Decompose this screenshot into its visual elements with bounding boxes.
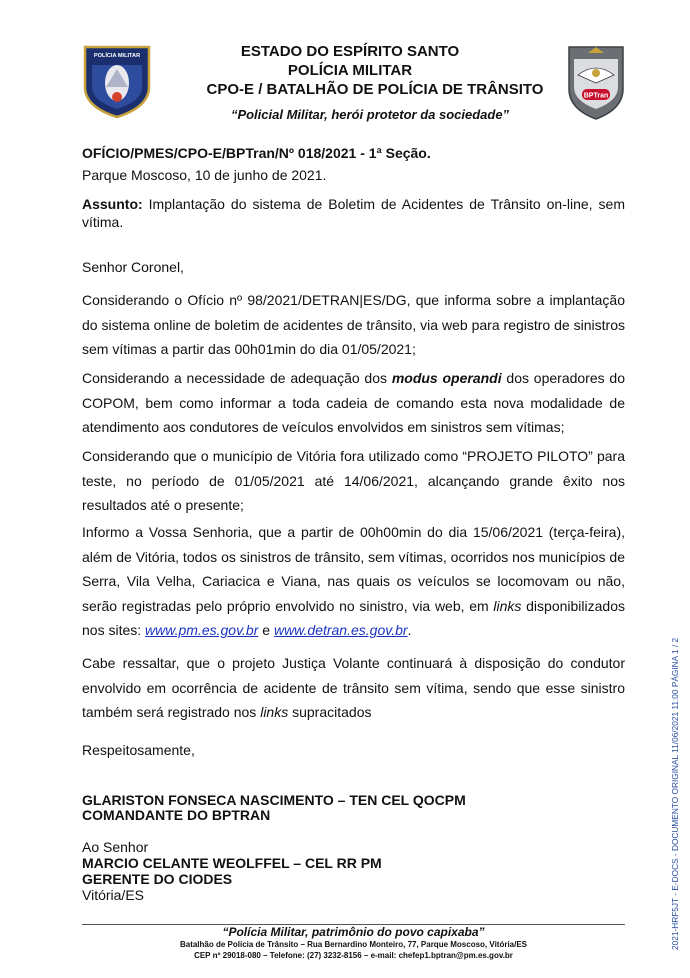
svg-text:POLÍCIA MILITAR: POLÍCIA MILITAR (93, 53, 141, 59)
subject-label: Assunto: (82, 196, 143, 212)
paragraph-2 (82, 366, 625, 440)
paragraph-5-links-word: links (260, 704, 289, 720)
footer-motto: “Polícia Militar, patrimônio do povo capixaba” (222, 925, 485, 939)
side-stamp (660, 300, 680, 950)
addressee-name: MARCIO CELANTE WEOLFFEL – CEL RR PM (82, 855, 382, 871)
paragraph-4-end: . (407, 622, 412, 638)
paragraph-4 (82, 520, 625, 643)
paragraph-2-emphasis: modus operandi (391, 370, 502, 386)
paragraph-3: Considerando que o município de Vitória fora utilizado como “PROJETO PILOTO” para teste, no período de 01/05/2021 até 14/06/2021, alcançando grande êxito nos resultados até o presente; (82, 448, 625, 513)
side-stamp-text: 2021-HRF5JT - E-DOCS - DOCUMENTO ORIGINAL 11/06/2021 11:00 PÁGINA 1 / 2 (670, 637, 680, 950)
closing: Respeitosamente, (82, 742, 195, 758)
signer-role: COMANDANTE DO BPTRAN (82, 807, 271, 823)
svg-text:BPTran: BPTran (583, 92, 609, 100)
pm-shield-logo (82, 43, 152, 119)
addressee-city: Vitória/ES (82, 887, 144, 903)
header-state: ESTADO DO ESPÍRITO SANTO (240, 43, 460, 60)
header-police: POLÍCIA MILITAR (287, 62, 413, 79)
place-date: Parque Moscoso, 10 de junho de 2021. (82, 167, 327, 183)
paragraph-4-text-b: disponibilizados nos sites: (82, 597, 625, 638)
paragraph-5-text-b: supracitados (288, 704, 372, 720)
footer-contact: CEP nº 29018-080 – Telefone: (27) 3232-8156 – e-mail: chefep1.bptran@pm.es.gov.br (194, 951, 513, 960)
paragraph-2-text-b: dos operadores do COPOM, bem como informar a toda cadeia de comando esta nova modalidade de atendimento aos condutores de veículos envolvidos em sinistros sem vítimas; (82, 370, 625, 435)
paragraph-2-text-a: Considerando a necessidade de adequação dos (82, 370, 392, 386)
subject-text: Implantação do sistema de Boletim de Acidentes de Trânsito on-line, sem vítima. (82, 196, 625, 230)
paragraph-4-and: e (258, 622, 274, 638)
salutation: Senhor Coronel, (82, 259, 184, 275)
paragraph-5 (82, 651, 625, 725)
footer-address: Batalhão de Polícia de Trânsito – Rua Bernardino Monteiro, 77, Parque Moscoso, Vitória/ES (179, 940, 528, 949)
paragraph-4-links-word: links (493, 597, 522, 614)
addressee-label: Ao Senhor (82, 839, 149, 855)
signer-name: GLARISTON FONSECA NASCIMENTO – TEN CEL QOCPM (82, 792, 466, 808)
paragraph-4-text-a: Informo a Vossa Senhoria, que a partir de 00h00min do dia 15/06/2021 (terça-feira), além de Vitória, todos os sinistros de trânsito, sem vítimas, ocorridos nos municípios de Serra, Vila Velha, Cariacica e Viana, nas quais os veículos se locomovam ou não, serão registradas pelo próprio envolvido no sinistro, via web, em (82, 524, 625, 614)
header-motto: “Policial Militar, herói protetor da sociedade” (230, 107, 510, 122)
detran-site-link[interactable]: www.detran.es.gov.br (273, 622, 408, 638)
paragraph-1: Considerando o Ofício nº 98/2021/DETRAN|ES/DG, que informa sobre a implantação do sistema online de boletim de acidentes de trânsito, via web para registro de sinistros sem vítimas a partir das 00h01min do dia 01/05/2021; (82, 292, 625, 357)
doc-reference: OFÍCIO/PMES/CPO-E/BPTran/Nº 018/2021 - 1ª Seção. (82, 145, 431, 161)
subject (82, 195, 625, 231)
pm-site-link[interactable]: www.pm.es.gov.br (145, 622, 259, 638)
paragraph-5-text-a: Cabe ressaltar, que o projeto Justiça Volante continuará à disposição do condutor envolvido em ocorrência de acidente de trânsito sem vítima, sendo que esse sinistro também será registrado nos (82, 655, 625, 720)
header-unit: CPO-E / BATALHÃO DE POLÍCIA DE TRÂNSITO (206, 81, 544, 98)
addressee-role: GERENTE DO CIODES (82, 871, 233, 887)
